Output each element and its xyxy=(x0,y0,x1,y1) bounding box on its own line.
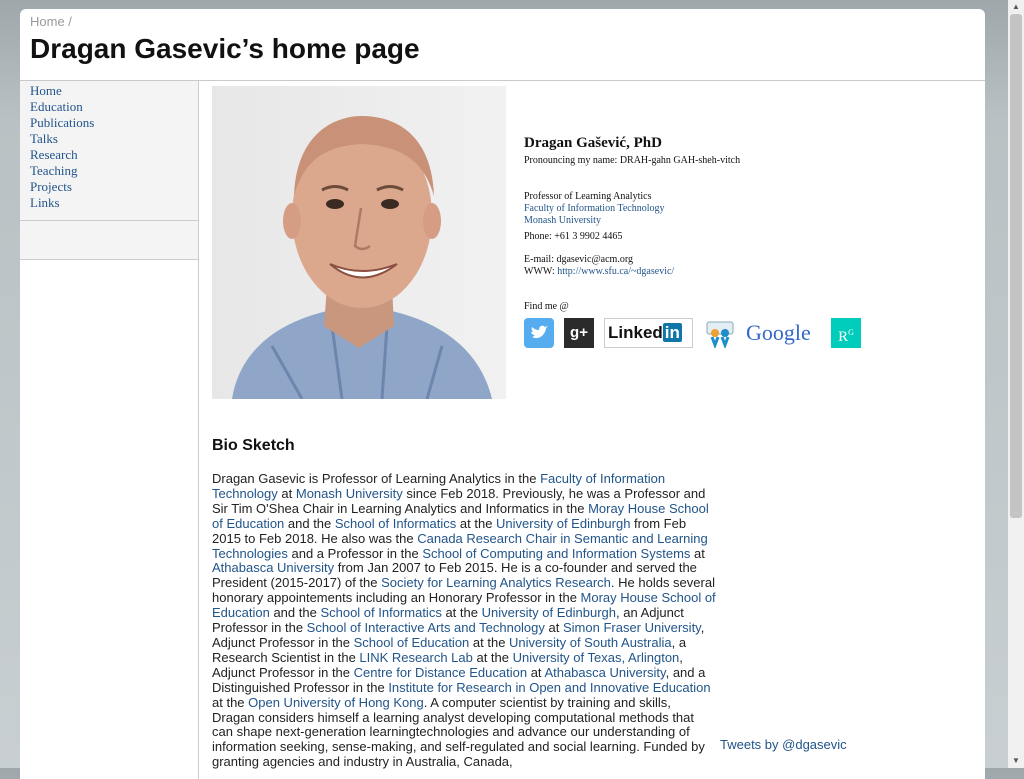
bio-link[interactable]: Moray House School of Education xyxy=(212,500,709,531)
profile-name: Dragan Gašević, PhD xyxy=(524,135,662,151)
page xyxy=(20,9,985,779)
bio-link[interactable]: Faculty of Information Technology xyxy=(212,471,666,501)
breadcrumb xyxy=(30,14,72,29)
bio-link[interactable]: Open University of Hong Kong xyxy=(248,694,424,710)
scrollbar[interactable] xyxy=(1008,0,1024,768)
scroll-thumb[interactable] xyxy=(1010,14,1022,518)
bio-text-segment: at xyxy=(544,620,563,636)
nav-item-publications[interactable]: Publications xyxy=(30,115,95,130)
www-link[interactable]: http://www.sfu.ca/~dgasevic/ xyxy=(557,266,675,277)
page-header xyxy=(20,9,985,81)
bio-text-segment: at xyxy=(690,545,705,561)
bio-text-segment: since Feb 2018. Previously, he was a Professor and Sir Tim O'Shea Chair in Learning Analytics and Informatics in the xyxy=(212,485,706,516)
bio-link[interactable]: University of Edinburgh xyxy=(481,605,616,621)
bio-text-segment: and the xyxy=(284,515,335,531)
bio-link[interactable]: Canada Research Chair in Semantic and Learning Technologies xyxy=(212,530,708,561)
bio-link[interactable]: School of Education xyxy=(353,634,470,650)
bio-text-segment: from Feb 2015 to Feb 2018. He also was the xyxy=(212,515,687,546)
bio-link[interactable]: Simon Fraser University xyxy=(562,620,701,636)
bio-link[interactable]: Moray House School of Education xyxy=(212,590,716,621)
bio-text-segment: from Jan 2007 to Feb 2015. He is a co-founder and served the President (2015-2017) of the xyxy=(212,560,697,591)
bio-link[interactable]: University of Texas, Arlington xyxy=(512,649,680,665)
bio-text-segment: and a Professor in the xyxy=(287,545,423,561)
bio-link[interactable]: School of Interactive Arts and Technology xyxy=(306,620,545,636)
profile-photo xyxy=(212,86,506,399)
nav-item-projects[interactable]: Projects xyxy=(30,179,72,194)
bio-link[interactable]: Society for Learning Analytics Research xyxy=(381,575,611,591)
bio-text-segment: and the xyxy=(269,605,321,621)
job-title: Professor of Learning Analytics xyxy=(524,191,652,202)
nav-item-talks[interactable]: Talks xyxy=(30,131,58,146)
bio-link[interactable]: School of Informatics xyxy=(320,605,442,621)
breadcrumb-separator: / xyxy=(64,14,72,29)
bio-text-segment: , Adjunct Professor in the xyxy=(212,620,705,650)
nav-item-teaching[interactable]: Teaching xyxy=(30,163,78,178)
sidebar-empty-box xyxy=(20,221,198,260)
bio-link[interactable]: School of Computing and Information Systems xyxy=(422,545,691,561)
google-plus-icon[interactable]: g+ xyxy=(564,318,594,348)
bio-text-segment: at xyxy=(277,485,296,501)
sidebar xyxy=(20,81,199,779)
bio-link[interactable]: LINK Research Lab xyxy=(359,649,473,665)
bio-link[interactable]: Athabasca University xyxy=(544,664,666,680)
university-link[interactable]: Monash University xyxy=(524,215,601,226)
find-me-label: Find me @ xyxy=(524,301,569,312)
slideshare-icon[interactable] xyxy=(704,318,736,348)
bio-text-segment: at the xyxy=(212,694,249,710)
google-scholar-icon[interactable]: Google xyxy=(746,320,811,345)
bio-text-segment: at xyxy=(527,664,545,680)
faculty-link[interactable]: Faculty of Information Technology xyxy=(524,203,665,214)
breadcrumb-home-link[interactable]: Home xyxy=(30,14,65,29)
contact-card xyxy=(524,135,740,313)
scroll-down-arrow-icon[interactable]: ▼ xyxy=(1012,756,1020,765)
bio-link[interactable]: Monash University xyxy=(295,485,403,501)
nav-item-research[interactable]: Research xyxy=(30,147,78,162)
tweets-link[interactable]: Tweets by @dgasevic xyxy=(720,737,847,752)
nav-item-links[interactable]: Links xyxy=(30,195,60,210)
bio-text-segment: , and a Distinguished Professor in the xyxy=(212,664,706,695)
bio-title: Bio Sketch xyxy=(212,437,295,454)
bio-text-segment: , a Research Scientist in the xyxy=(212,634,687,665)
bio-link[interactable]: University of South Australia xyxy=(509,634,672,650)
linkedin-icon[interactable]: Linked in xyxy=(604,318,693,348)
bio-text-segment: . A computer scientist by training and skills, Dragan considers himself a learning analyst developing computational methods that can shape next-generation learningtechnologies and advance our understanding of information seeking, sense-making, and self-regulated and social learning. Funded by granting agencies and industry in Australia, Canada, xyxy=(212,694,705,770)
bio-text-segment: at the xyxy=(472,649,513,665)
pronunciation: Pronouncing my name: DRAH-gahn GAH-sheh-vitch xyxy=(524,155,741,166)
bio-text-segment: . He holds several honorary appointements including an Honorary Professor in the xyxy=(212,575,715,606)
phone: Phone: +61 3 9902 4465 xyxy=(524,231,623,242)
bio-link[interactable]: School of Informatics xyxy=(334,515,457,531)
bio-text-segment: Dragan Gasevic is Professor of Learning Analytics in the xyxy=(212,471,541,486)
bio-link[interactable]: Institute for Research in Open and Innovative Education xyxy=(388,679,711,695)
bio-text-segment: , an Adjunct Professor in the xyxy=(212,605,684,636)
twitter-icon[interactable] xyxy=(524,318,554,348)
bio-link[interactable]: Athabasca University xyxy=(212,560,335,576)
researchgate-icon[interactable]: $R^G$ xyxy=(831,318,861,348)
email: E-mail: dgasevic@acm.org xyxy=(524,254,633,265)
page-title: Dragan Gasevic’s home page xyxy=(30,33,420,64)
bio-link[interactable]: Centre for Distance Education xyxy=(353,664,528,680)
bio-text-segment: , Adjunct Professor in the xyxy=(212,649,683,680)
nav-item-education[interactable]: Education xyxy=(30,99,83,114)
bio-text-segment: at the xyxy=(469,634,510,650)
bio-text-segment: at the xyxy=(441,605,482,621)
nav-item-home[interactable]: Home xyxy=(30,83,62,98)
www-label: WWW: xyxy=(524,266,558,277)
bio-text xyxy=(212,472,716,770)
bio-text-segment: at the xyxy=(456,515,497,531)
sidebar-nav xyxy=(20,81,198,221)
main-content xyxy=(212,81,982,779)
scroll-up-arrow-icon[interactable]: ▲ xyxy=(1012,2,1020,11)
bio-link[interactable]: University of Edinburgh xyxy=(496,515,631,531)
